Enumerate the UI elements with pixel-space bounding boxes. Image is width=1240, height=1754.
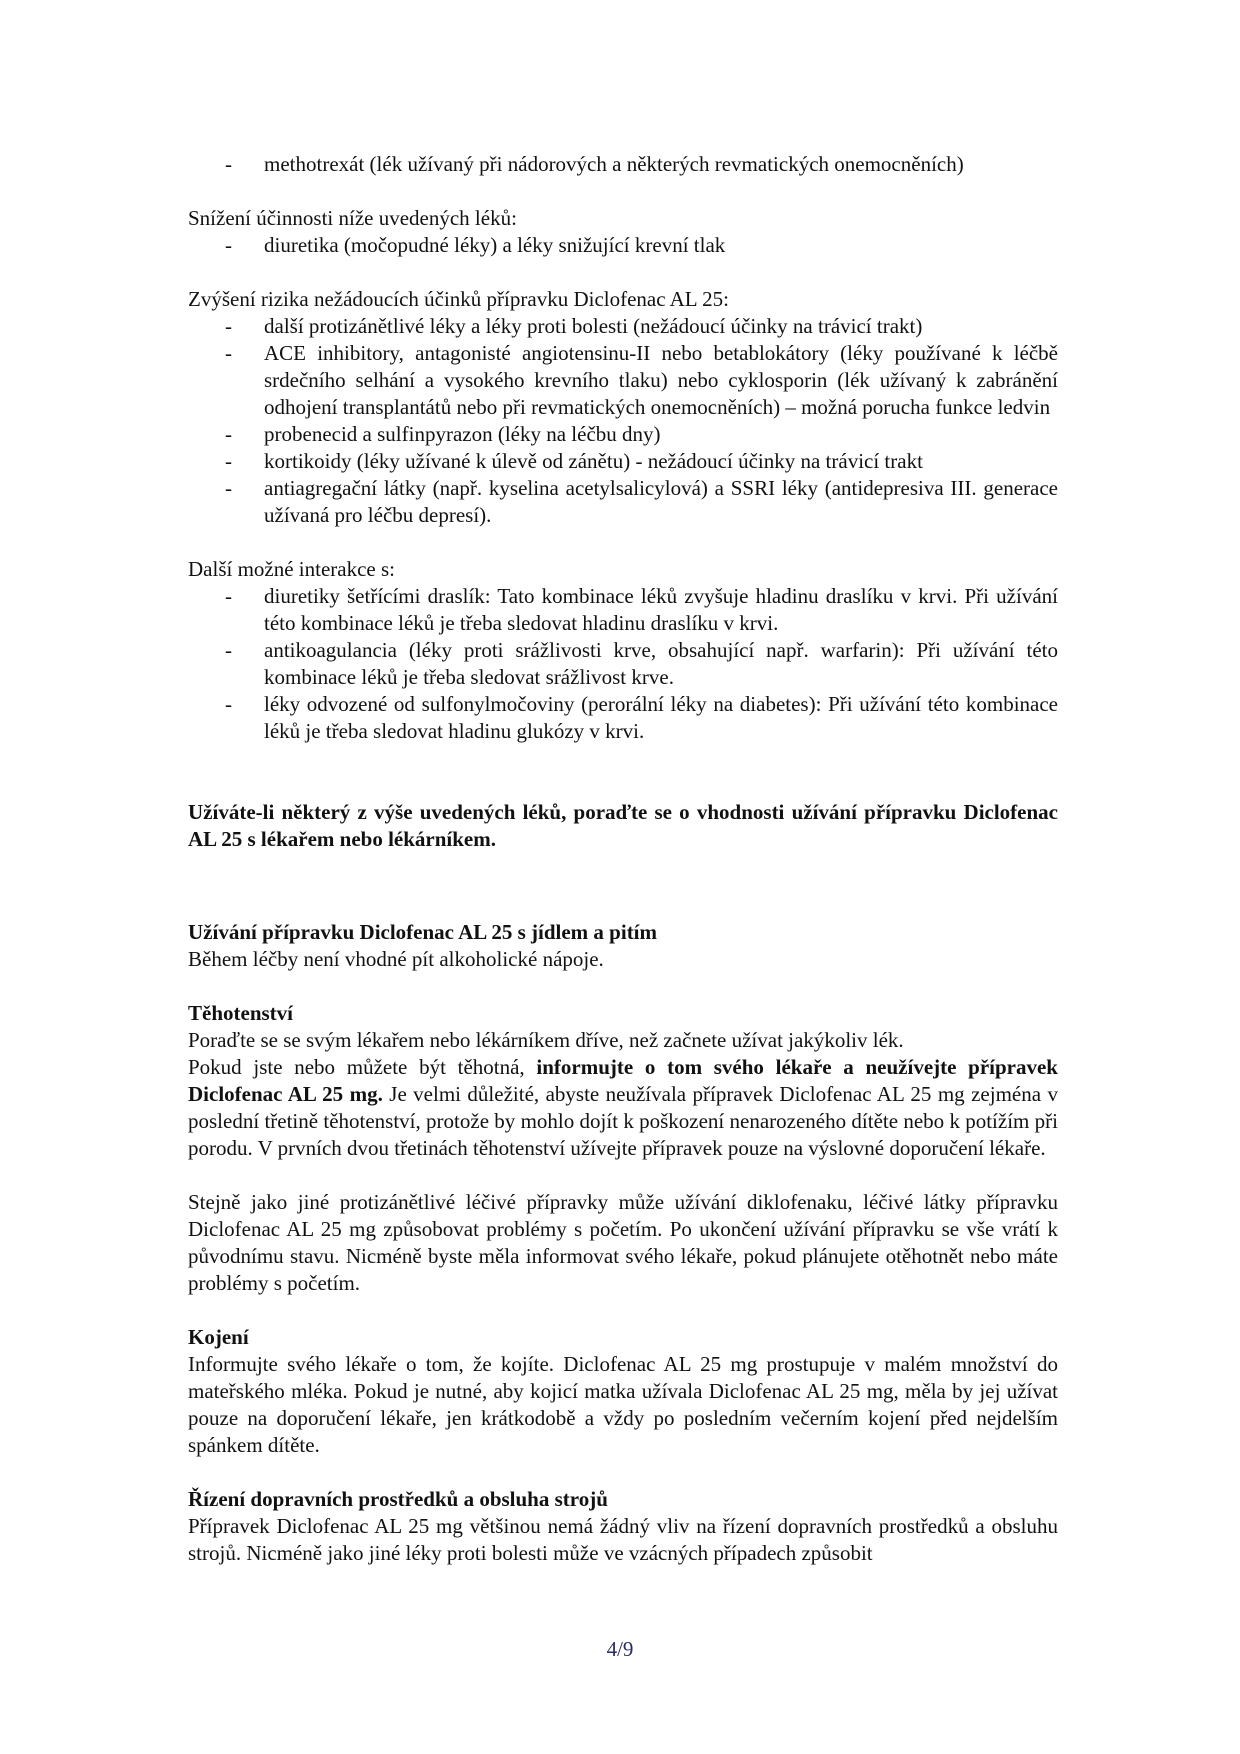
pregnancy-p2-bold: informujte o tom svého lékaře a neužívejte přípravek Diclofenac AL 25 mg. <box>188 1055 1058 1106</box>
other-interactions-list <box>188 583 1058 745</box>
list-item: - kortikoidy (léky užívané k úlevě od zánětu) - nežádoucí účinky na trávicí trakt <box>188 448 1058 475</box>
pregnancy-p2-rest: Je velmi důležité, abyste neužívala přípravek Diclofenac AL 25 mg zejména v poslední třetině těhotenství, protože by mohlo dojít k poškození nenarozeného dítěte nebo k potížím při porodu. V prvních dvou třetinách těhotenství užívejte přípravek pouze na výslovné doporučení lékaře. <box>188 1082 1058 1160</box>
increased-risk-heading: Zvýšení rizika nežádoucích účinků přípravku Diclofenac AL 25: <box>188 287 729 311</box>
pregnancy-p2-start: Pokud jste nebo můžete být těhotná, <box>188 1055 537 1079</box>
driving-heading: Řízení dopravních prostředků a obsluha strojů <box>188 1487 608 1511</box>
driving-text: Přípravek Diclofenac AL 25 mg většinou nemá žádný vliv na řízení dopravních prostředků a obsluhu strojů. Nicméně jako jiné léky proti bolesti může ve vzácných případech způsobit <box>188 1514 1058 1565</box>
list-item: - ACE inhibitory, antagonisté angiotensinu-II nebo betablokátory (léky používané k léčbě srdečního selhání a vysokého krevního tlaku) nebo cyklosporin (lék užívaný k zabránění odhojení transplantátů nebo při revmatických onemocněních) – možná porucha funkce ledvin <box>188 340 1058 421</box>
pregnancy-heading: Těhotenství <box>188 1001 293 1025</box>
list-item: - probenecid a sulfinpyrazon (léky na léčbu dny) <box>188 421 1058 448</box>
other-interactions-heading: Další možné interakce s: <box>188 557 396 581</box>
reduced-effect-heading: Snížení účinnosti níže uvedených léků: <box>188 206 517 230</box>
list-item: - antikoagulancia (léky proti srážlivosti krve, obsahující např. warfarin): Při užívání této kombinace léků je třeba sledovat srážlivost krve. <box>188 637 1058 691</box>
food-text: Během léčby není vhodné pít alkoholické nápoje. <box>188 947 604 971</box>
advice-paragraph: Užíváte-li některý z výše uvedených léků, poraďte se o vhodnosti užívání přípravku Diclofenac AL 25 s lékařem nebo lékárníkem. <box>188 800 1058 851</box>
page-content <box>188 151 1058 1567</box>
list-item: - léky odvozené od sulfonylmočoviny (perorální léky na diabetes): Při užívání této kombinace léků je třeba sledovat hladinu glukózy v krvi. <box>188 691 1058 745</box>
list-item: - další protizánětlivé léky a léky proti bolesti (nežádoucí účinky na trávicí trakt) <box>188 313 1058 340</box>
breastfeeding-text: Informujte svého lékaře o tom, že kojíte. Diclofenac AL 25 mg prostupuje v malém množství do mateřského mléka. Pokud je nutné, aby kojicí matka užívala Diclofenac AL 25 mg, měla by jej užívat pouze na doporučení lékaře, jen krátkodobě a vždy po posledním večerním kojení před nejdelším spánkem dítěte. <box>188 1352 1058 1457</box>
list-item: - methotrexát (lék užívaný při nádorových a některých revmatických onemocněních) <box>188 151 1058 178</box>
list-item: - antiagregační látky (např. kyselina acetylsalicylová) a SSRI léky (antidepresiva III. generace užívaná pro léčbu depresí). <box>188 475 1058 529</box>
top-list <box>188 151 1058 178</box>
pregnancy-fertility-paragraph: Stejně jako jiné protizánětlivé léčivé přípravky může užívání diklofenaku, léčivé látky přípravku Diclofenac AL 25 mg způsobovat problémy s početím. Po ukončení užívání přípravku se vše vrátí k původnímu stavu. Nicméně byste měla informovat svého lékaře, pokud plánujete otěhotnět nebo máte problémy s početím. <box>188 1190 1058 1295</box>
breastfeeding-heading: Kojení <box>188 1325 249 1349</box>
increased-risk-list <box>188 313 1058 529</box>
list-item: - diuretika (močopudné léky) a léky snižující krevní tlak <box>188 232 1058 259</box>
list-item: - diuretiky šetřícími draslík: Tato kombinace léků zvyšuje hladinu draslíku v krvi. Při užívání této kombinace léků je třeba sledovat hladinu draslíku v krvi. <box>188 583 1058 637</box>
pregnancy-line1: Poraďte se se svým lékařem nebo lékárníkem dříve, než začnete užívat jakýkoliv lék. <box>188 1028 904 1052</box>
reduced-effect-list <box>188 232 1058 259</box>
food-heading: Užívání přípravku Diclofenac AL 25 s jídlem a pitím <box>188 920 658 944</box>
pregnancy-paragraph <box>188 1054 1058 1162</box>
page-number: 4/9 <box>606 1637 634 1661</box>
